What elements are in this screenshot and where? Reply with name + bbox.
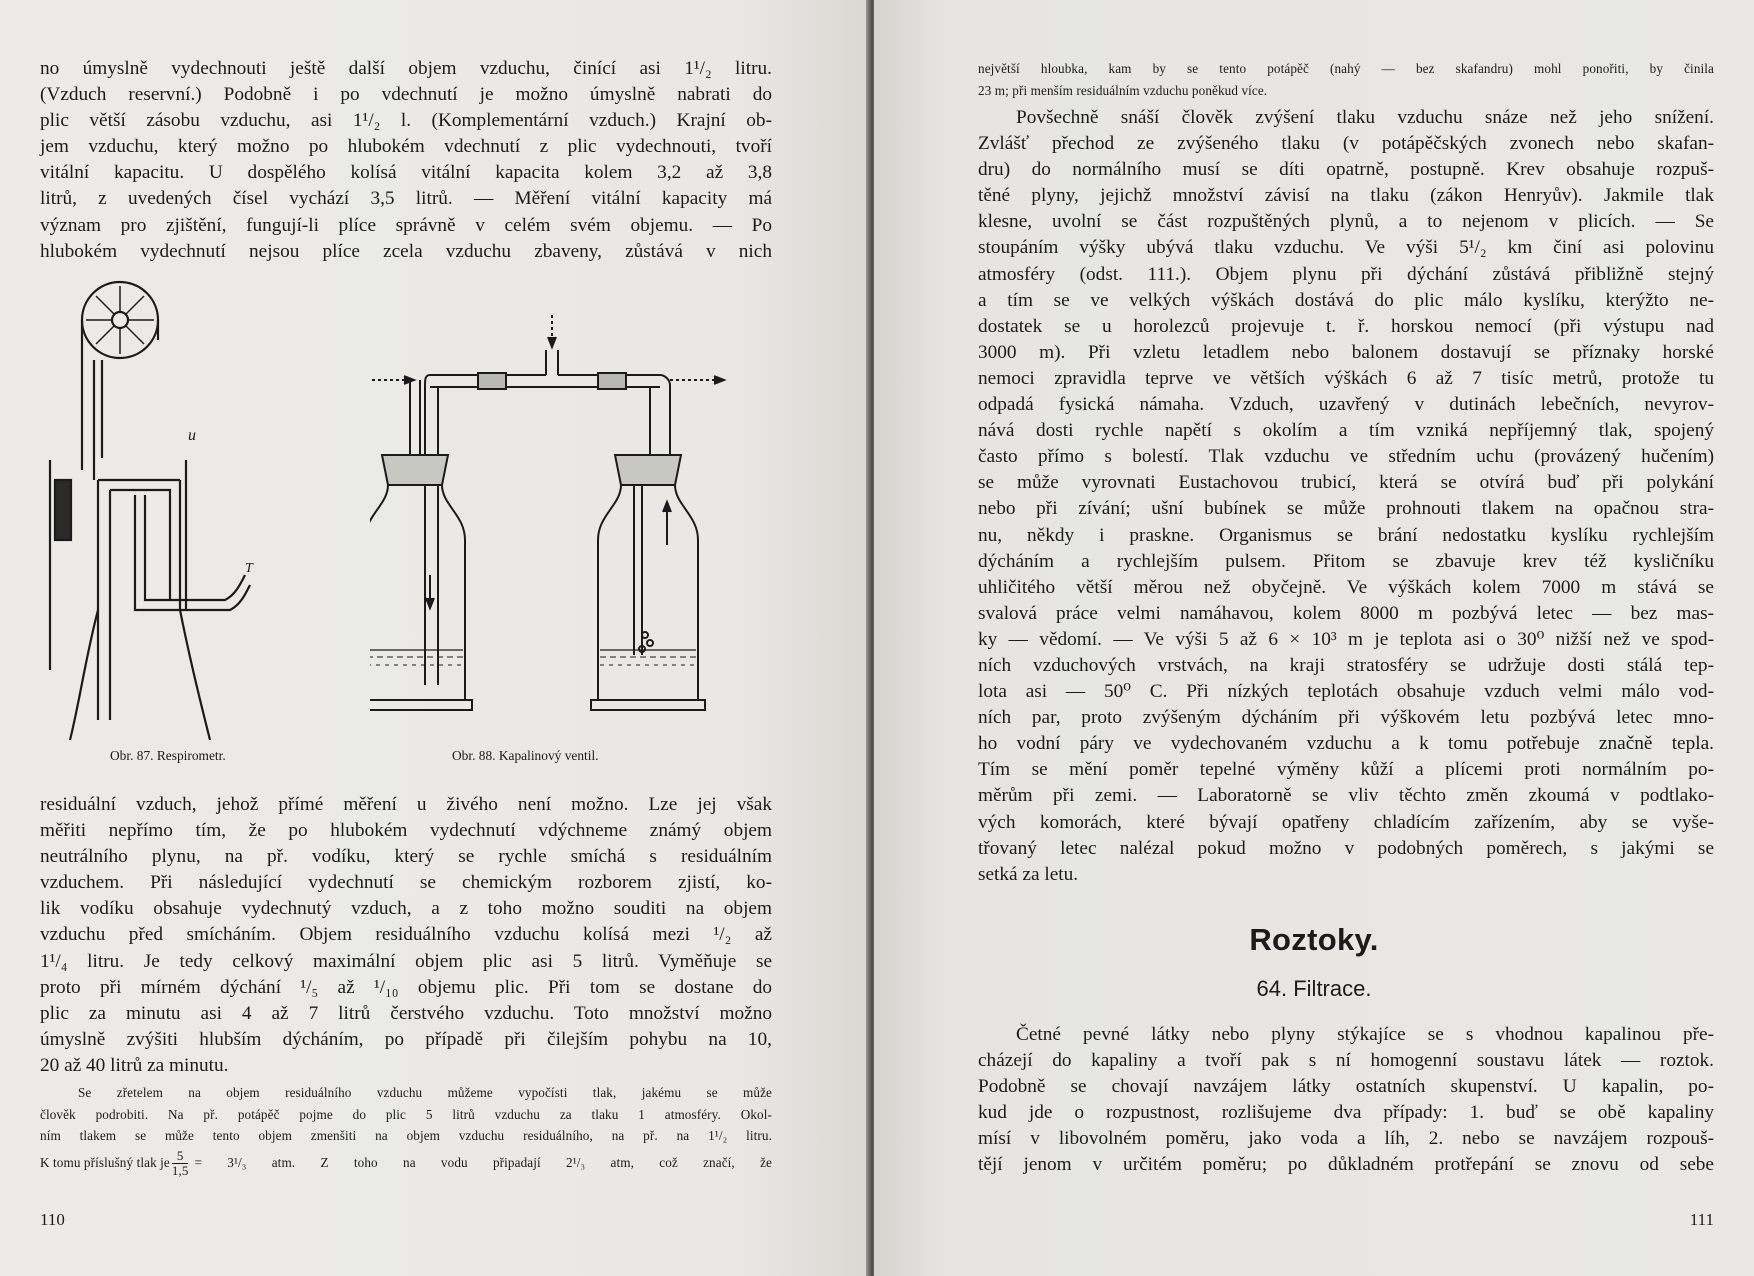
text-line: cházejí do kapaliny a tvoří pak s ní homogenní soustavu látek — roztok. <box>978 1050 1714 1072</box>
note-line: největší hloubka, kam by se tento potápěč (nahý — bez skafandru) mohl ponořiti, by činila <box>978 61 1714 76</box>
page-number-right: 111 <box>1689 1210 1714 1229</box>
note-line: člověk podrobiti. Na př. potápěč pojme do plic 5 litrů vzduchu za tlaku 1 atmosféry. Okol- <box>40 1106 772 1122</box>
right-paragraph-2 <box>978 1022 1714 1179</box>
left-paragraph-1 <box>40 56 772 265</box>
text-line: často přímo s bolestí. Tlak vzduchu ve středním uchu (provázený hučením) <box>978 446 1714 468</box>
right-page <box>874 0 1754 1276</box>
text-line: a tím se ve velkých výškách dostává do plic málo kyslíku, kterýžto ne- <box>978 289 1714 311</box>
figure-caption-87: Obr. 87. Respirometr. <box>110 748 226 763</box>
text-line: třovaný letec nalézal pokud možno v podobných poměrech, s jakými se <box>978 837 1714 859</box>
text-line: ních vzduchových vrstvách, na kraji stratosféry se udržuje dosti stálá tep- <box>978 654 1714 676</box>
text-line: těné plyny, jejichž množství závisí na tlaku (zákon Henryův). Jakmile tlak <box>978 185 1714 207</box>
note-text: K tomu příslušný tlak je <box>40 1155 170 1171</box>
text-line: litrů, z uvedených čísel vychází 3,5 litrů. — Měření vitální kapacity má <box>40 188 772 210</box>
left-paragraph-2 <box>40 792 772 1079</box>
text-line: (Vzduch reservní.) Podobně i po vdechnutí je možno úmyslně nabrati do <box>40 84 772 106</box>
text-line: residuální vzduch, jehož přímé měření u živého není možno. Lze jej však <box>40 794 772 815</box>
fig-label-u: u <box>188 427 196 444</box>
page-number-left: 110 <box>40 1210 65 1229</box>
text-line: klesne, uvolní se část rozpuštěných plynů, a to nejenom v plicích. — Se <box>978 211 1714 233</box>
text-line: se může vyrovnati Eustachovou trubicí, která se otvírá buď při polykání <box>978 472 1714 494</box>
text-line: Četné pevné látky nebo plyny stýkajíce se s vhodnou kapalinou pře- <box>1016 1024 1714 1045</box>
text-line: nává dosti rychle napětí s okolím a tím vzniká nepříjemný tlak, spojený <box>978 420 1714 442</box>
text-line: plic větší zásobu vzduchu, asi 1¹/₂ l. (Komplementární vzduch.) Krajní ob- <box>40 110 772 132</box>
text-line: stoupáním výšky ubývá tlaku vzduchu. Ve výši 5¹/₂ km činí asi polovinu <box>978 237 1714 259</box>
figure-caption-88: Obr. 88. Kapalinový ventil. <box>452 748 599 763</box>
fig-label-t: T <box>245 561 253 576</box>
text-line: úmyslně zvýšiti hlubším dýcháním, po případě při čilejším pohybu na 10, <box>40 1028 772 1050</box>
text-line: ho vodní páry ve vydechovaném vzduchu a k tomu potřebuje značně tepla. <box>978 733 1714 755</box>
text-line: dostatek se u horolezců projevuje t. ř. horskou nemocí (při výstupu nad <box>978 315 1714 337</box>
note-formula-line <box>40 1149 772 1178</box>
text-line: vzduchem. Při následující vydechnutí se chemickým rozborem zjistí, ko- <box>40 872 772 894</box>
text-line: vitální kapacitu. U dospělého kolísá vitální kapacita kolem 3,2 až 3,8 <box>40 162 772 184</box>
text-line: mísí v libovolném poměru, jako voda a líh, 2. nebo se navzájem rozpouš- <box>978 1128 1714 1150</box>
text-line: no úmyslně vydechnouti ještě další objem vzduchu, činící asi 1¹/₂ litru. <box>40 58 772 79</box>
left-page <box>0 0 870 1276</box>
text-line: Podobně se chovají navzájem látky ostatních skupenství. U kapalin, po- <box>978 1076 1714 1098</box>
right-footnote <box>978 58 1714 101</box>
text-line: dru) do normálního musí se díti opatrně, postupně. Krev obsahuje rozpuš- <box>978 159 1714 181</box>
text-line: nu, někdy i praskne. Organismus se brání nedostatku kyslíku rychlejším <box>978 524 1714 546</box>
text-line: měrům při zemi. — Laboratorně se vliv těchto změn zkoumá v podtlako- <box>978 785 1714 807</box>
text-line: setká za letu. <box>978 863 1079 885</box>
note-text: = 3¹/₃ atm. Z toho na vodu připadají 2¹/₃ atm, což značí, že <box>194 1155 772 1171</box>
liquid-valve-figure <box>370 305 740 745</box>
text-line: Tím se mění poměr tepelné výměny kůží a plícemi proti normálním po- <box>978 759 1714 781</box>
section-heading: Roztoky. <box>1249 922 1379 957</box>
text-line: lota asi — 50⁰ C. Při nízkých teplotách obsahuje vzduch velmi málo vod- <box>978 681 1714 703</box>
fraction-denominator: 1,5 <box>171 1162 189 1178</box>
text-line: odpadá fysická námaha. Vzduch, uzavřený v dutinách lebečních, nevyrov- <box>978 394 1714 416</box>
left-footnote <box>40 1082 772 1178</box>
text-line: hlubokém vydechnutí nejsou plíce zcela vzduchu zbaveny, zůstává v nich <box>40 240 772 262</box>
text-line: lik vodíku obsahuje vydechnutý vzduch, a z toho možno souditi na objem <box>40 898 772 920</box>
text-line: vých komorách, které bývají opatřeny chladícím zařízením, aby se vyše- <box>978 811 1714 833</box>
text-line: tějí jenom v určitém poměru; po důkladném protřepání se znovu od sebe <box>978 1154 1714 1176</box>
fraction <box>172 1149 189 1178</box>
text-line: nemoci zpravidla teprve ve větších výškách 6 až 7 tisíc metrů, protože tu <box>978 367 1714 389</box>
text-line: měřiti nepřímo tím, že po hlubokém vydechnutí vdýchneme známý objem <box>40 820 772 842</box>
text-line: nebo při zívání; ušní bubínek se může prohnouti tlakem na opačnou stra- <box>978 498 1714 520</box>
text-line: ních par, proto zvýšeným dýcháním při výškovém letu pozbývá letec mno- <box>978 707 1714 729</box>
text-line: plic za minutu asi 4 až 7 litrů čerstvého vzduchu. Toto množství možno <box>40 1002 772 1024</box>
respirometer-figure <box>40 280 340 740</box>
text-line: 3000 m). Při vzletu letadlem nebo balonem dostavují se příznaky horské <box>978 341 1714 363</box>
note-line: ním tlakem se může tento objem zmenšiti na objem vzduchu residuálního, na př. na 1¹/₂ litru. <box>40 1128 772 1143</box>
text-line: ky — vědomí. — Ve výši 5 až 6 × 10³ m je teplota asi o 30⁰ nižší než ve spod- <box>978 628 1714 650</box>
text-line: vzduchu před smícháním. Objem residuálního vzduchu kolísá mezi ¹/₂ až <box>40 924 772 946</box>
text-line: proto při mírném dýchání ¹/₅ až ¹/₁₀ objemu plic. Při tom se dostane do <box>40 976 772 998</box>
text-line: neutrálního plynu, na př. vodíku, který se rychle smíchá s residuálním <box>40 846 772 868</box>
text-line: Zvlášť přechod ze zvýšeného tlaku (v potápěčských zvonech nebo skafan- <box>978 133 1714 155</box>
text-line: 20 až 40 litrů za minutu. <box>40 1054 229 1076</box>
text-line: Povšechně snáší člověk zvýšení tlaku vzduchu snáze než jeho snížení. <box>1016 107 1714 128</box>
text-line: svalová práce velmi namáhavou, kolem 8000 m pozbývá letec — bez mas- <box>978 602 1714 624</box>
subsection-heading: 64. Filtrace. <box>1256 976 1372 1001</box>
text-line: význam pro zjištění, fungují-li plíce správně v celém svém objemu. — Po <box>40 214 772 236</box>
text-line: atmosféry (odst. 111.). Objem plynu při dýchání zůstává přibližně stejný <box>978 263 1714 285</box>
text-line: kud jde o rozpustnost, rozlišujeme dva případy: 1. buď se obě kapaliny <box>978 1102 1714 1124</box>
text-line: dýcháním a rychlejším pulsem. Přitom se zbavuje krev též kysličníku <box>978 550 1714 572</box>
text-line: 1¹/₄ litru. Je tedy celkový maximální objem plic asi 5 litrů. Vyměňuje se <box>40 950 772 972</box>
text-line: jem vzduchu, který možno po hlubokém vdechnutí z plic vydechnouti, tvoří <box>40 136 772 158</box>
note-line: 23 m; při menším residuálním vzduchu poněkud více. <box>978 82 1268 98</box>
right-paragraph-1 <box>978 105 1714 888</box>
fraction-numerator: 5 <box>172 1149 189 1164</box>
note-line: Se zřetelem na objem residuálního vzduchu můžeme vypočísti tlak, jakému se může <box>78 1085 772 1100</box>
text-line: uhličitého větší měrou než obyčejně. Ve výškách kolem 7000 m stává se <box>978 576 1714 598</box>
